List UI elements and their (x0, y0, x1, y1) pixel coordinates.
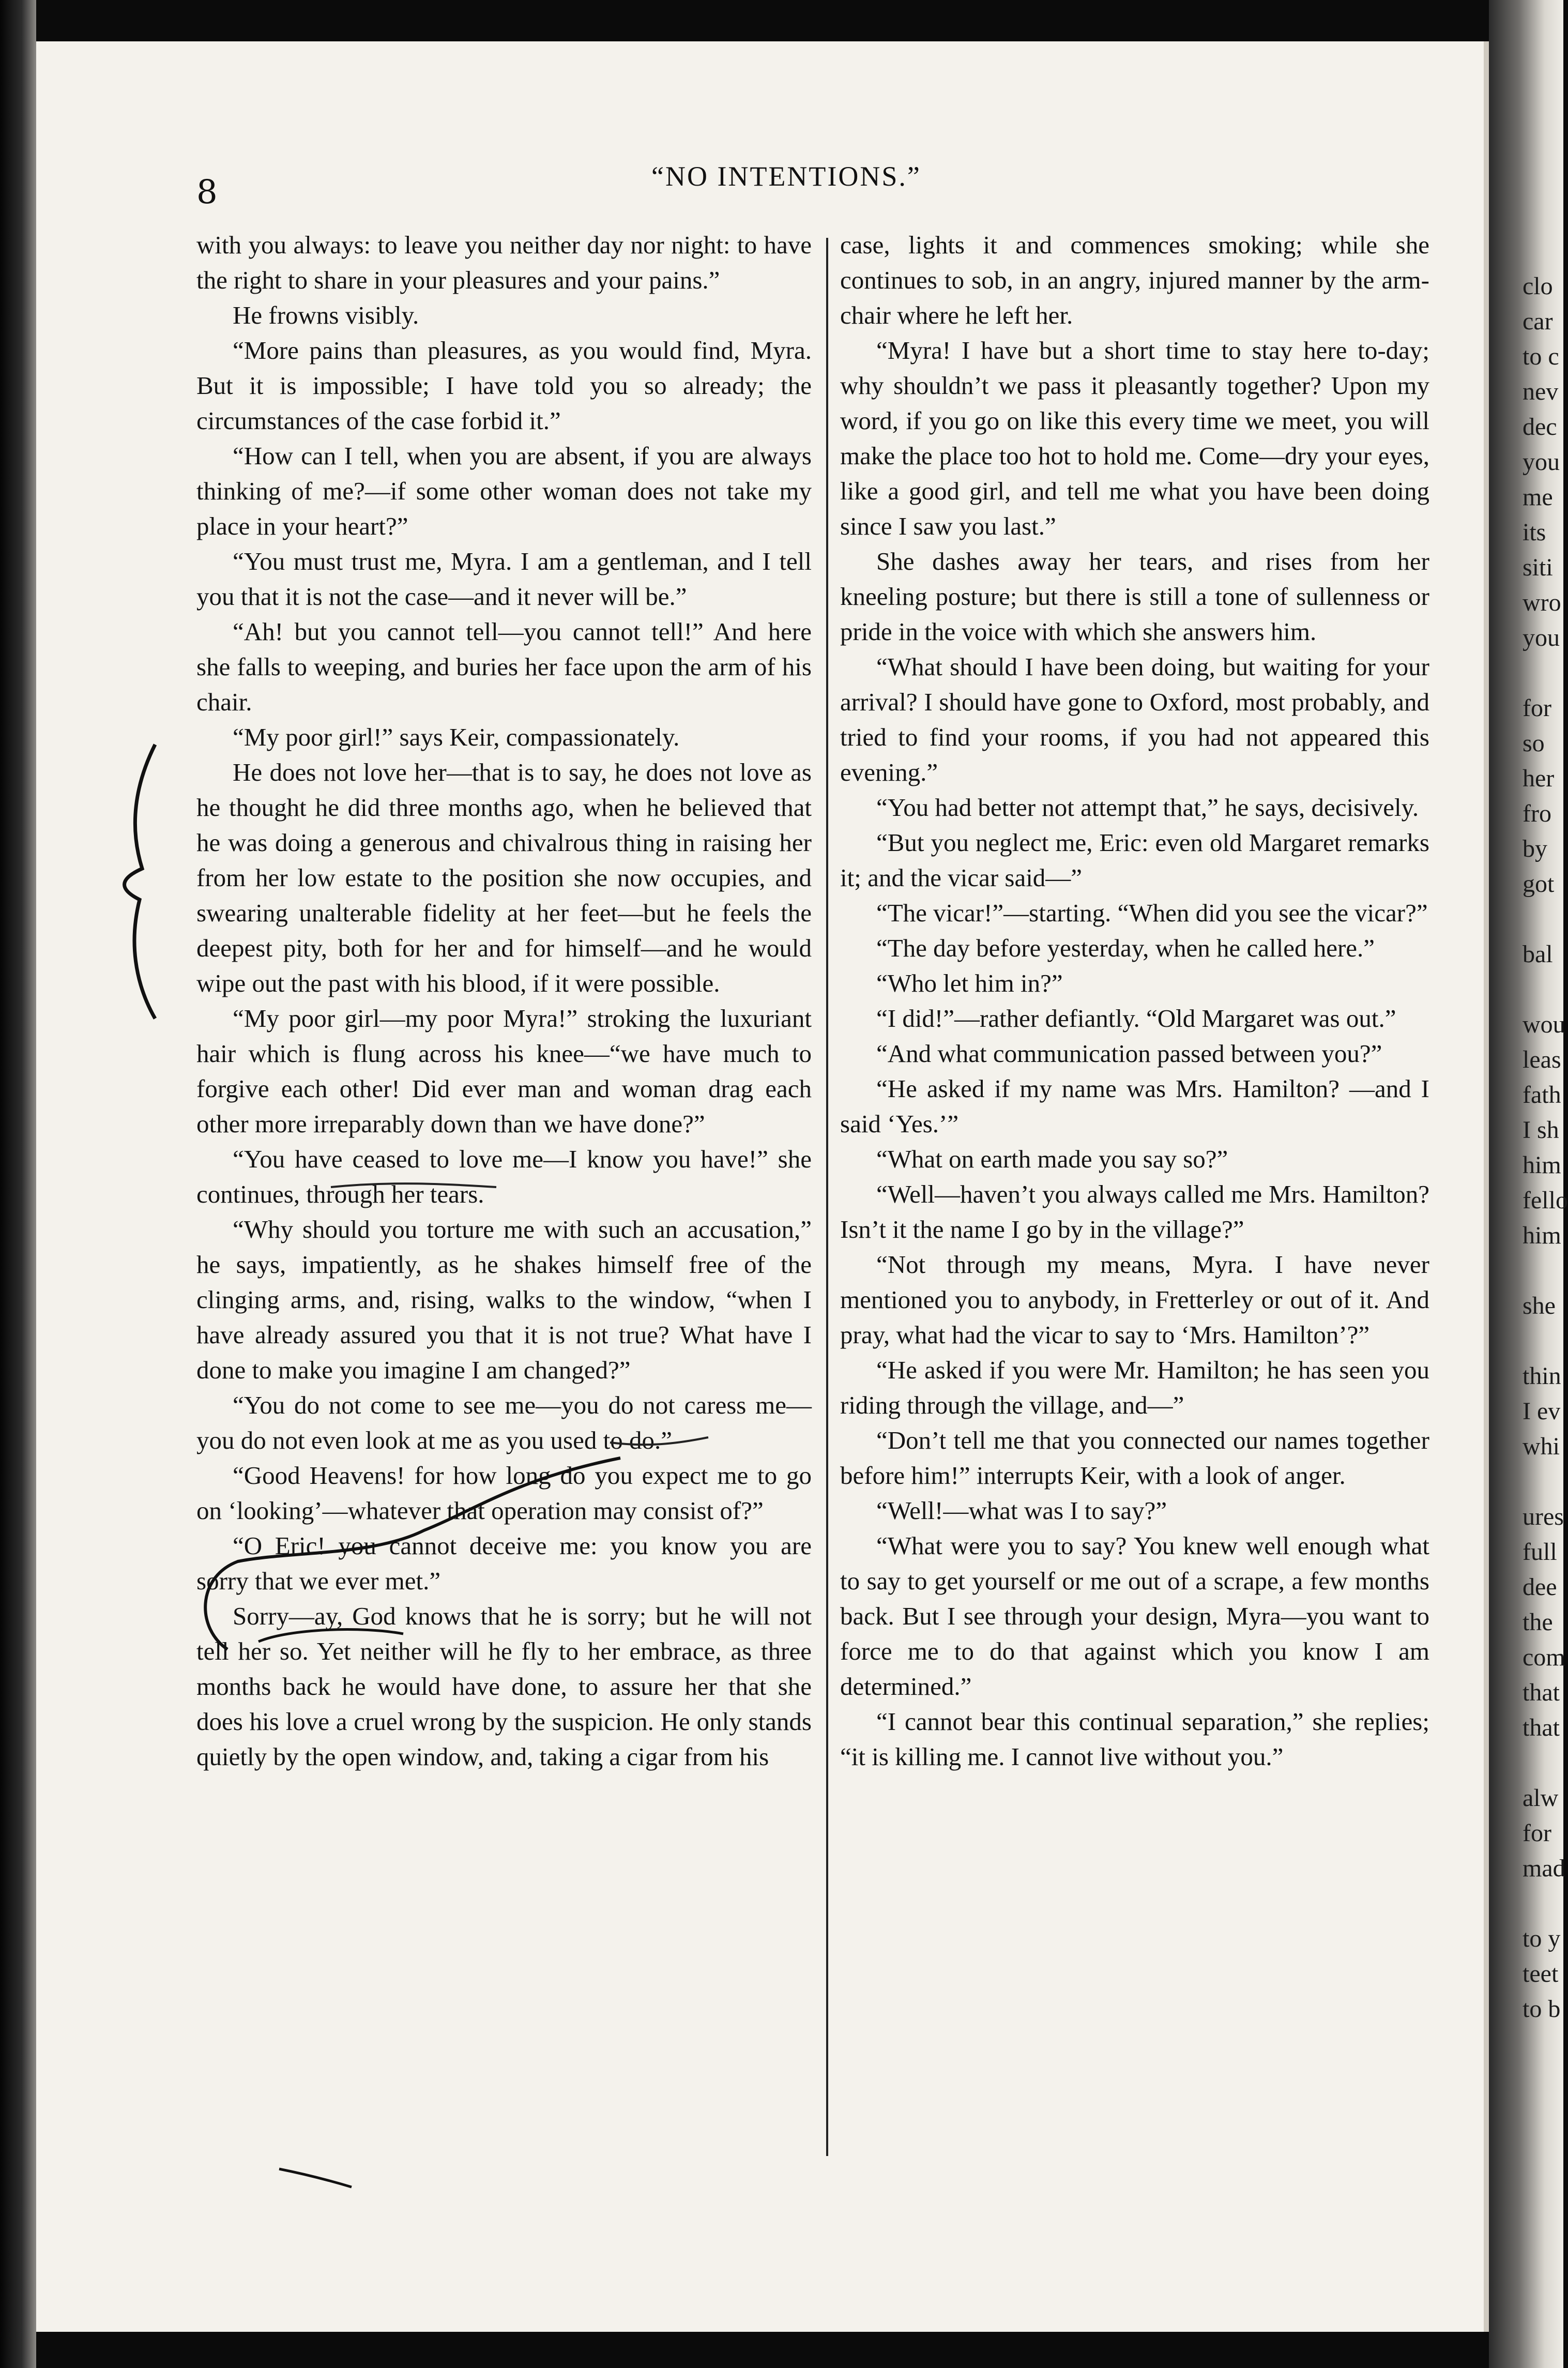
paragraph: “You do not come to see me—you do not caress me—you do not even look at me as you used to do.” (196, 1391, 812, 1454)
left-column (196, 227, 812, 1774)
fragment-line: I ev (1523, 1398, 1561, 1425)
paragraph: “The vicar!”—starting. “When did you see the vicar?” (876, 899, 1428, 927)
paragraph: “I did!”—rather defiantly. “Old Margaret was out.” (876, 1004, 1396, 1033)
book-gutter-shadow (0, 0, 36, 2368)
fragment-line: wro (1523, 589, 1561, 616)
fragment-line: me (1523, 483, 1553, 511)
fragment-line (1523, 656, 1568, 691)
fragment-line: teet (1523, 1960, 1559, 1987)
fragment-line: its (1523, 519, 1546, 546)
paragraph: “How can I tell, when you are absent, if you are always thinking of me?—if some other woman does not take my place in your heart?” (196, 442, 812, 540)
paragraph: “And what communication passed between you?” (876, 1039, 1382, 1068)
paragraph: “He asked if my name was Mrs. Hamilton? —and I said ‘Yes.’” (840, 1074, 1429, 1138)
fragment-line: got (1523, 870, 1555, 898)
paragraph: She dashes away her tears, and rises from her kneeling posture; but there is still a tone of sullenness or pride in the voice with which she answers him. (840, 547, 1429, 646)
fragment-line: siti (1523, 554, 1553, 581)
paragraph: “O Eric! you cannot deceive me: you know you are sorry that we ever met.” (196, 1531, 812, 1595)
fragment-line: nev (1523, 378, 1559, 405)
paragraph: “You must trust me, Myra. I am a gentleman, and I tell you that it is not the case—and it never will be.” (196, 547, 812, 611)
fragment-line: fello (1523, 1187, 1568, 1214)
fragment-line: to b (1523, 1995, 1561, 2023)
fragment-line: fro (1523, 800, 1551, 827)
fragment-line: for (1523, 1819, 1551, 1847)
fragment-line: car (1523, 308, 1553, 335)
paragraph: “My poor girl!” says Keir, compassionately. (233, 723, 680, 751)
paragraph: “Good Heavens! for how long do you expect me to go on ‘looking’—whatever that operation may consist of?” (196, 1461, 812, 1525)
paragraph: “More pains than pleasures, as you would find, Myra. But it is impossible; I have told you so already; the circumstances of the case forbid it.” (196, 336, 812, 435)
paragraph: “Not through my means, Myra. I have never mentioned you to anybody, in Fretterley or out of it. And pray, what had the vicar to say to ‘Mrs. Hamilton’?” (840, 1250, 1429, 1349)
fragment-line: full (1523, 1538, 1557, 1566)
paragraph: “But you neglect me, Eric: even old Margaret remarks it; and the vicar said—” (840, 828, 1429, 892)
paragraph: Sorry—ay, God knows that he is sorry; but he will not tell her so. Yet neither will he fly to her embrace, as three months back he would have done, to assure her that she does his love a cruel wrong by the suspicion. He only stands quietly by the open window, and, taking a cigar from his (196, 1602, 812, 1771)
paragraph: “My poor girl—my poor Myra!” stroking the luxuriant hair which is flung across his knee—“we have much to forgive each other! Did ever man and woman drag each other more irreparably down than we have done?” (196, 1004, 812, 1138)
paragraph: He does not love her—that is to say, he does not love as he thought he did three months ago, when he believed that he was doing a generous and chivalrous thing in raising her from her low estate to the position she now occupies, and swearing unalterable fidelity at her feet—but he feels the deepest pity, both for her and for himself—and he would wipe out the past with his blood, if it were possible. (196, 758, 812, 997)
fragment-line: whi (1523, 1433, 1560, 1460)
paragraph: “The day before yesterday, when he called here.” (876, 934, 1375, 962)
fragment-line: by (1523, 835, 1547, 862)
fragment-line: dec (1523, 413, 1557, 441)
fragment-line: for (1523, 694, 1551, 722)
right-column (840, 227, 1429, 1774)
fragment-line: the (1523, 1608, 1553, 1636)
paragraph: “What should I have been doing, but waiting for your arrival? I should have gone to Oxford, most probably, and tried to find your rooms, if you had not appeared this evening.” (840, 652, 1429, 786)
paragraph: “Well!—what was I to say?” (876, 1496, 1167, 1525)
fragment-line: that (1523, 1714, 1560, 1741)
fragment-line: thin (1523, 1362, 1561, 1390)
paragraph: “I cannot bear this continual separation,” she replies; “it is killing me. I cannot live without you.” (840, 1707, 1429, 1771)
fragment-line (1523, 1464, 1568, 1499)
fragment-line: wou (1523, 1011, 1565, 1038)
fragment-line: she (1523, 1292, 1556, 1319)
fragment-line (1523, 1745, 1568, 1781)
fragment-line: I sh (1523, 1116, 1559, 1144)
fragment-line: to y (1523, 1925, 1561, 1952)
fragment-line: dee (1523, 1573, 1557, 1601)
paragraph: He frowns visibly. (233, 301, 419, 329)
fragment-line: to c (1523, 343, 1559, 370)
fragment-line: you (1523, 624, 1560, 651)
paragraph: “Why should you torture me with such an accusation,” he says, impatiently, as he shakes himself free of the clinging arms, and, rising, walks to the window, “when I have already assured you that it is not true? What have I done to make you imagine I am changed?” (196, 1215, 812, 1384)
next-page-fragments (1523, 269, 1568, 2027)
fragment-line: mad (1523, 1855, 1565, 1882)
fragment-line: him (1523, 1222, 1561, 1249)
fragment-line: her (1523, 765, 1555, 792)
paragraph: with you always: to leave you neither day nor night: to have the right to share in your pleasures and your pains.” (196, 231, 812, 294)
fragment-line: clo (1523, 272, 1553, 300)
paragraph: “Well—haven’t you always called me Mrs. Hamilton? Isn’t it the name I go by in the village?” (840, 1180, 1429, 1243)
running-head: “NO INTENTIONS.” (651, 161, 921, 192)
paragraph: case, lights it and commences smoking; while she continues to sob, in an angry, injured manner by the arm-chair where he left her. (840, 231, 1429, 329)
paragraph: “Myra! I have but a short time to stay here to-day; why shouldn’t we pass it pleasantly together? Upon my word, if you go on like this every time we meet, you will make the place too hot to hold me. Come—dry your eyes, like a good girl, and tell me what you have been doing since I saw you last.” (840, 336, 1429, 540)
fragment-line: bal (1523, 940, 1553, 968)
fragment-line: him (1523, 1151, 1561, 1179)
fragment-line (1523, 1886, 1568, 1921)
fragment-line (1523, 1324, 1568, 1359)
fragment-line: that (1523, 1679, 1560, 1706)
paragraph: “What were you to say? You knew well enough what to say to get yourself or me out of a scrape, a few months back. But I see through your design, Myra—you want to force me to do that against which you know I am determined.” (840, 1531, 1429, 1701)
fragment-line (1523, 1253, 1568, 1288)
fragment-line: ures (1523, 1503, 1564, 1530)
fragment-line: you (1523, 448, 1560, 476)
paragraph: “You have ceased to love me—I know you have!” she continues, through her tears. (196, 1145, 812, 1208)
paragraph: “Ah! but you cannot tell—you cannot tell!” And here she falls to weeping, and buries her face upon the arm of his chair. (196, 617, 812, 716)
fragment-line: alw (1523, 1784, 1559, 1812)
paragraph: “Who let him in?” (876, 969, 1063, 997)
paragraph: “What on earth made you say so?” (876, 1145, 1228, 1173)
fragment-line (1523, 972, 1568, 1007)
paragraph: “He asked if you were Mr. Hamilton; he has seen you riding through the village, and—” (840, 1356, 1429, 1419)
page-number: 8 (196, 173, 218, 211)
fragment-line: leas (1523, 1046, 1561, 1073)
paragraph: “You had better not attempt that,” he says, decisively. (876, 793, 1419, 822)
fragment-line (1523, 902, 1568, 937)
paragraph: “Don’t tell me that you connected our names together before him!” interrupts Keir, with a look of anger. (840, 1426, 1429, 1490)
column-rule (826, 238, 828, 2156)
fragment-line: com (1523, 1644, 1565, 1671)
fragment-line: so (1523, 730, 1545, 757)
fragment-line: fath (1523, 1081, 1561, 1109)
